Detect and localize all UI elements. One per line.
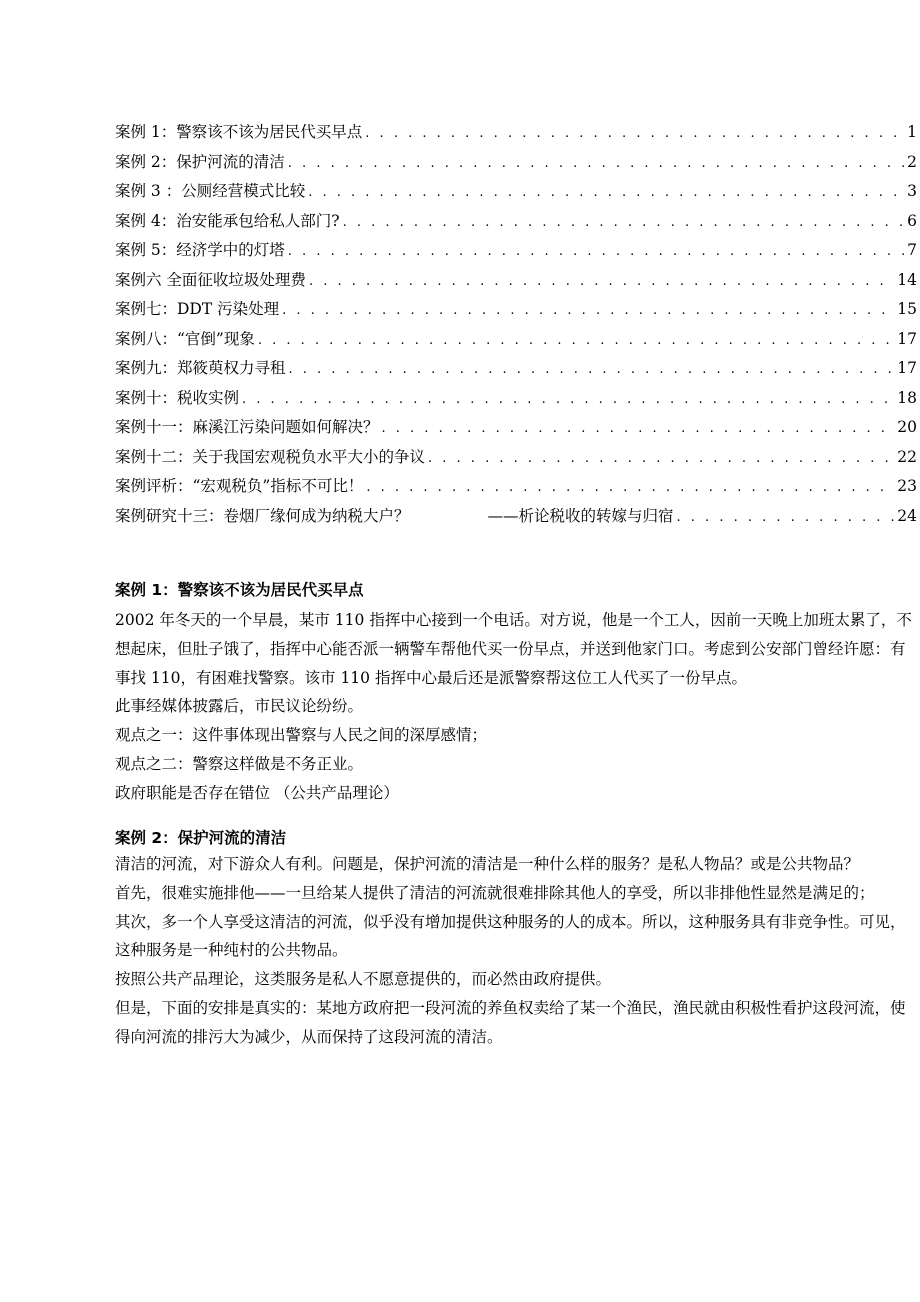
toc-entry-page: 14 — [897, 270, 917, 289]
toc-entry-title: 案例七：DDT 污染处理 — [115, 300, 280, 318]
toc-entry[interactable] — [115, 443, 917, 473]
toc-entry[interactable] — [115, 207, 917, 237]
toc-entry-title: 案例八：“官倒”现象 — [115, 329, 255, 348]
toc-entry-page: 18 — [897, 388, 917, 407]
paragraph: 其次，多一个人享受这清洁的河流，似乎没有增加提供这种服务的人的成本。所以，这种服务具有非竞争性。可见，这种服务是一种纯村的公共物品。 — [115, 912, 906, 960]
toc-entry[interactable] — [115, 295, 917, 325]
toc-entry-title: 案例 1：警察该不该为居民代买早点 — [115, 123, 363, 141]
section-heading: 案例 1：警察该不该为居民代买早点 — [115, 581, 364, 599]
toc-leader-dots — [382, 414, 895, 444]
toc-entry-subtitle: ——析论税收的转嫁与归宿 — [487, 506, 674, 525]
toc-entry[interactable] — [115, 148, 917, 178]
toc-entry-title: 案例十一：麻溪江污染问题如何解决？ — [115, 418, 379, 436]
toc-entry-page: 24 — [897, 506, 917, 525]
toc-leader-dots — [428, 444, 894, 474]
toc-entry-title: 案例 2：保护河流的清洁 — [115, 152, 285, 171]
table-of-contents — [115, 118, 917, 531]
toc-entry[interactable] — [115, 177, 917, 207]
toc-entry-title: 案例六 全面征收垃圾处理费 — [115, 270, 306, 289]
paragraph: 清洁的河流，对下游众人有利。问题是，保护河流的清洁是一种什么样的服务？是私人物品？或是公共物品？ — [115, 855, 860, 873]
toc-entry-page: 1 — [907, 123, 917, 141]
toc-leader-dots — [308, 178, 904, 208]
case-section — [115, 826, 917, 1052]
toc-leader-dots — [309, 267, 894, 297]
toc-entry-page: 15 — [897, 300, 917, 318]
paragraph: 按照公共产品理论，这类服务是私人不愿意提供的，而必然由政府提供。 — [115, 970, 612, 989]
toc-entry-page: 23 — [897, 477, 917, 495]
paragraph: 观点之一：这件事体现出警察与人民之间的深厚感情； — [115, 726, 488, 745]
toc-entry-page: 6 — [907, 211, 917, 230]
toc-entry-page: 17 — [897, 359, 917, 377]
toc-entry[interactable] — [115, 502, 917, 532]
toc-leader-dots — [242, 385, 894, 415]
paragraph: 政府职能是否存在错位 （公共产品理论） — [115, 783, 399, 802]
toc-entry[interactable] — [115, 118, 917, 148]
toc-leader-dots — [366, 473, 894, 503]
toc-entry-title: 案例十：税收实例 — [115, 388, 240, 407]
toc-entry[interactable] — [115, 384, 917, 414]
toc-entry-page: 22 — [897, 447, 917, 466]
toc-entry-title: 案例 5：经济学中的灯塔 — [115, 241, 285, 259]
toc-entry[interactable] — [115, 325, 917, 355]
toc-entry-title: 案例十二：关于我国宏观税负水平大小的争议 — [115, 447, 426, 466]
toc-entry-title: 案例 4：治安能承包给私人部门? — [115, 211, 340, 230]
toc-leader-dots — [288, 149, 904, 179]
toc-entry[interactable] — [115, 354, 917, 384]
toc-entry-page: 2 — [907, 152, 917, 171]
paragraph: 观点之二：警察这样做是不务正业。 — [115, 754, 364, 773]
toc-entry[interactable] — [115, 413, 917, 443]
section-heading: 案例 2：保护河流的清洁 — [115, 829, 287, 847]
toc-leader-dots — [343, 208, 905, 238]
toc-entry[interactable] — [115, 472, 917, 502]
toc-leader-dots — [288, 237, 904, 267]
toc-leader-dots — [289, 355, 895, 385]
toc-entry-title: 案例九：郑筱萸权力寻租 — [115, 359, 286, 377]
paragraph: 此事经媒体披露后，市民议论纷纷。 — [115, 697, 364, 716]
case-section — [115, 578, 917, 808]
toc-entry-page: 3 — [907, 182, 917, 200]
paragraph: 但是，下面的安排是真实的：某地方政府把一段河流的养鱼权卖给了某一个渔民，渔民就由积极性看护这段河流，使得向河流的排污大为减少，从而保持了这段河流的清洁。 — [115, 998, 906, 1046]
toc-entry-page: 17 — [897, 329, 917, 348]
toc-leader-dots — [282, 296, 894, 326]
toc-entry-page: 7 — [907, 241, 917, 259]
toc-leader-dots — [677, 503, 895, 533]
paragraph: 2002 年冬天的一个早晨，某市 110 指挥中心接到一个电话。对方说，他是一个工人，因前一天晚上加班太累了，不想起床，但肚子饿了，指挥中心能否派一辆警车帮他代买一份早点，并送到他家门口。考虑到公安部门曾经许愿：有事找 110，有困难找警察。该市 110 指挥中心最后还是派警察帮这位工人代买了一份早点。 — [115, 611, 912, 687]
toc-entry-title: 案例评析：“宏观税负”指标不可比！ — [115, 477, 364, 495]
paragraph: 首先，很难实施排他——一旦给某人提供了清洁的河流就很难排除其他人的享受，所以非排他性显然是满足的； — [115, 883, 875, 902]
toc-entry-title: 案例研究十三：卷烟厂缘何成为纳税大户？ — [115, 506, 410, 525]
toc-leader-dots — [365, 119, 904, 149]
toc-entry-page: 20 — [897, 418, 917, 436]
toc-entry[interactable] — [115, 236, 917, 266]
toc-entry-title: 案例 3 ：公厕经营模式比较 — [115, 182, 306, 200]
toc-entry[interactable] — [115, 266, 917, 296]
toc-leader-dots — [258, 326, 894, 356]
